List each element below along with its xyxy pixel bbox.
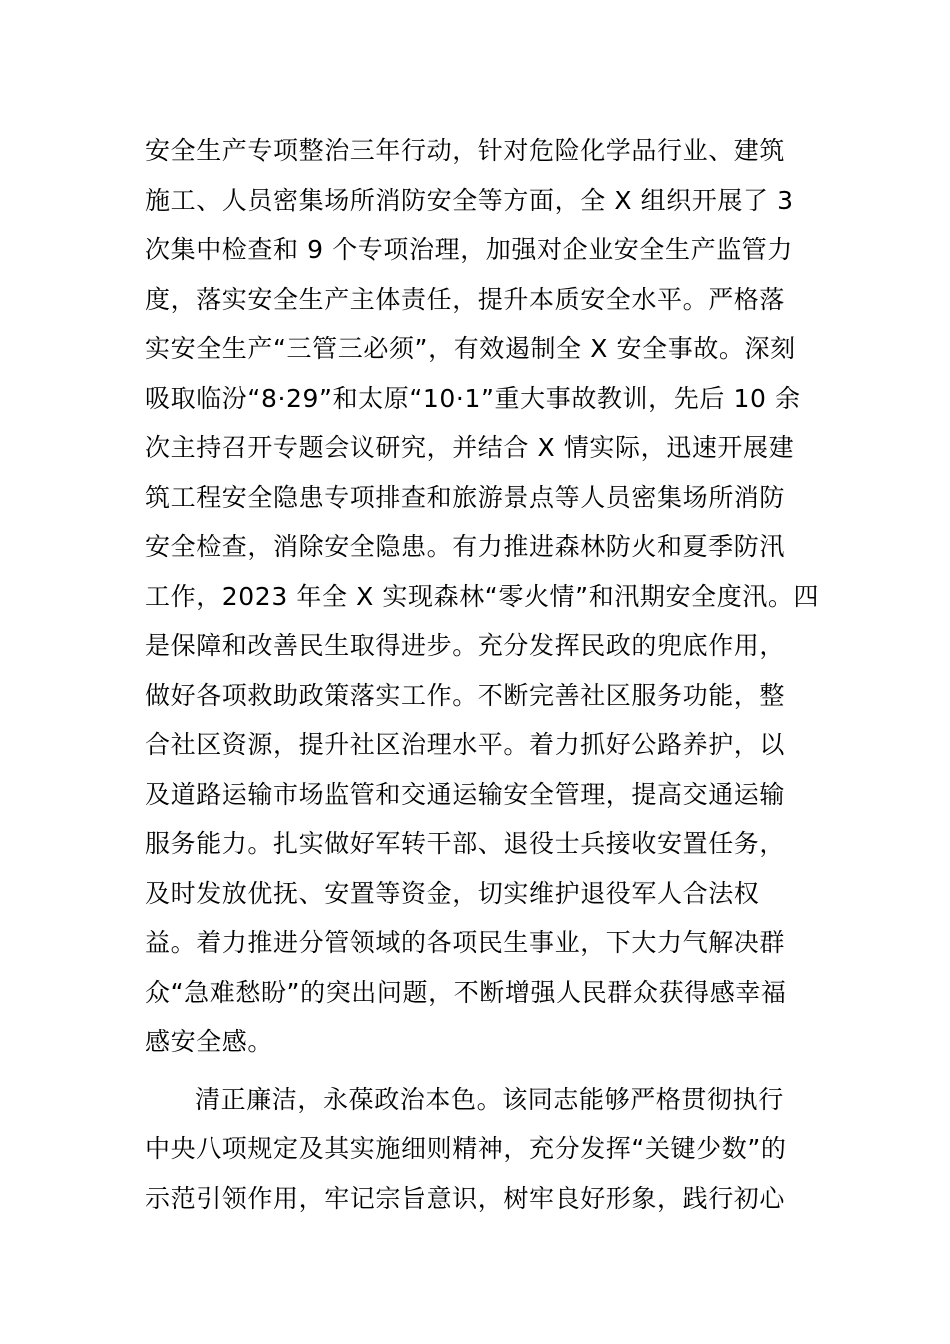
paragraph-1 bbox=[145, 126, 820, 1067]
text-line: 中央八项规定及其实施细则精神，充分发挥“关键少数”的 bbox=[145, 1134, 787, 1163]
text-line: 示范引领作用，牢记宗旨意识，树牢良好形象，践行初心 bbox=[145, 1183, 786, 1213]
text-line: 实安全生产“三管三必须”，有效遏制全 X 安全事故。深刻 bbox=[145, 334, 796, 363]
text-line: 筑工程安全隐患专项排查和旅游景点等人员密集场所消防 bbox=[145, 482, 786, 512]
text-line: 工作，2023 年全 X 实现森林“零火情”和汛期安全度汛。四 bbox=[145, 581, 820, 611]
text-line: 益。着力推进分管领域的各项民生事业，下大力气解决群 bbox=[145, 928, 786, 957]
document-body bbox=[145, 126, 820, 1223]
paragraph-spacer bbox=[145, 1067, 807, 1075]
text-line: 及时发放优抚、安置等资金，切实维护退役军人合法权 bbox=[145, 878, 760, 908]
text-line: 次主持召开专题会议研究，并结合 X 情实际，迅速开展建 bbox=[145, 433, 795, 462]
paragraph-2 bbox=[145, 1075, 807, 1224]
text-line: 做好各项救助政策落实工作。不断完善社区服务功能，整 bbox=[145, 680, 786, 710]
text-line: 施工、人员密集场所消防安全等方面，全 X 组织开展了 3 bbox=[145, 185, 794, 215]
text-line: 次集中检查和 9 个专项治理，加强对企业安全生产监管力 bbox=[145, 235, 794, 264]
text-line: 服务能力。扎实做好军转干部、退役士兵接收安置任务， bbox=[145, 829, 786, 858]
text-line-indented: 清正廉洁，永葆政治本色。该同志能够严格贯彻执行 bbox=[195, 1084, 784, 1114]
text-line: 及道路运输市场监管和交通运输安全管理，提高交通运输 bbox=[145, 779, 786, 809]
text-line: 安全检查，消除安全隐患。有力推进森林防火和夏季防汛 bbox=[145, 532, 786, 561]
text-line: 感安全感。 bbox=[145, 1027, 274, 1056]
text-line: 众“急难愁盼”的突出问题，不断增强人民群众获得感幸福 bbox=[145, 977, 787, 1007]
text-line: 安全生产专项整治三年行动，针对危险化学品行业、建筑 bbox=[145, 136, 786, 165]
text-line: 吸取临汾“8·29”和太原“10·1”重大事故教训，先后 10 余 bbox=[145, 383, 801, 413]
text-line: 合社区资源，提升社区治理水平。着力抓好公路养护，以 bbox=[145, 730, 786, 759]
text-line: 是保障和改善民生取得进步。充分发挥民政的兜底作用， bbox=[145, 631, 786, 660]
text-line: 度，落实安全生产主体责任，提升本质安全水平。严格落 bbox=[145, 284, 786, 314]
